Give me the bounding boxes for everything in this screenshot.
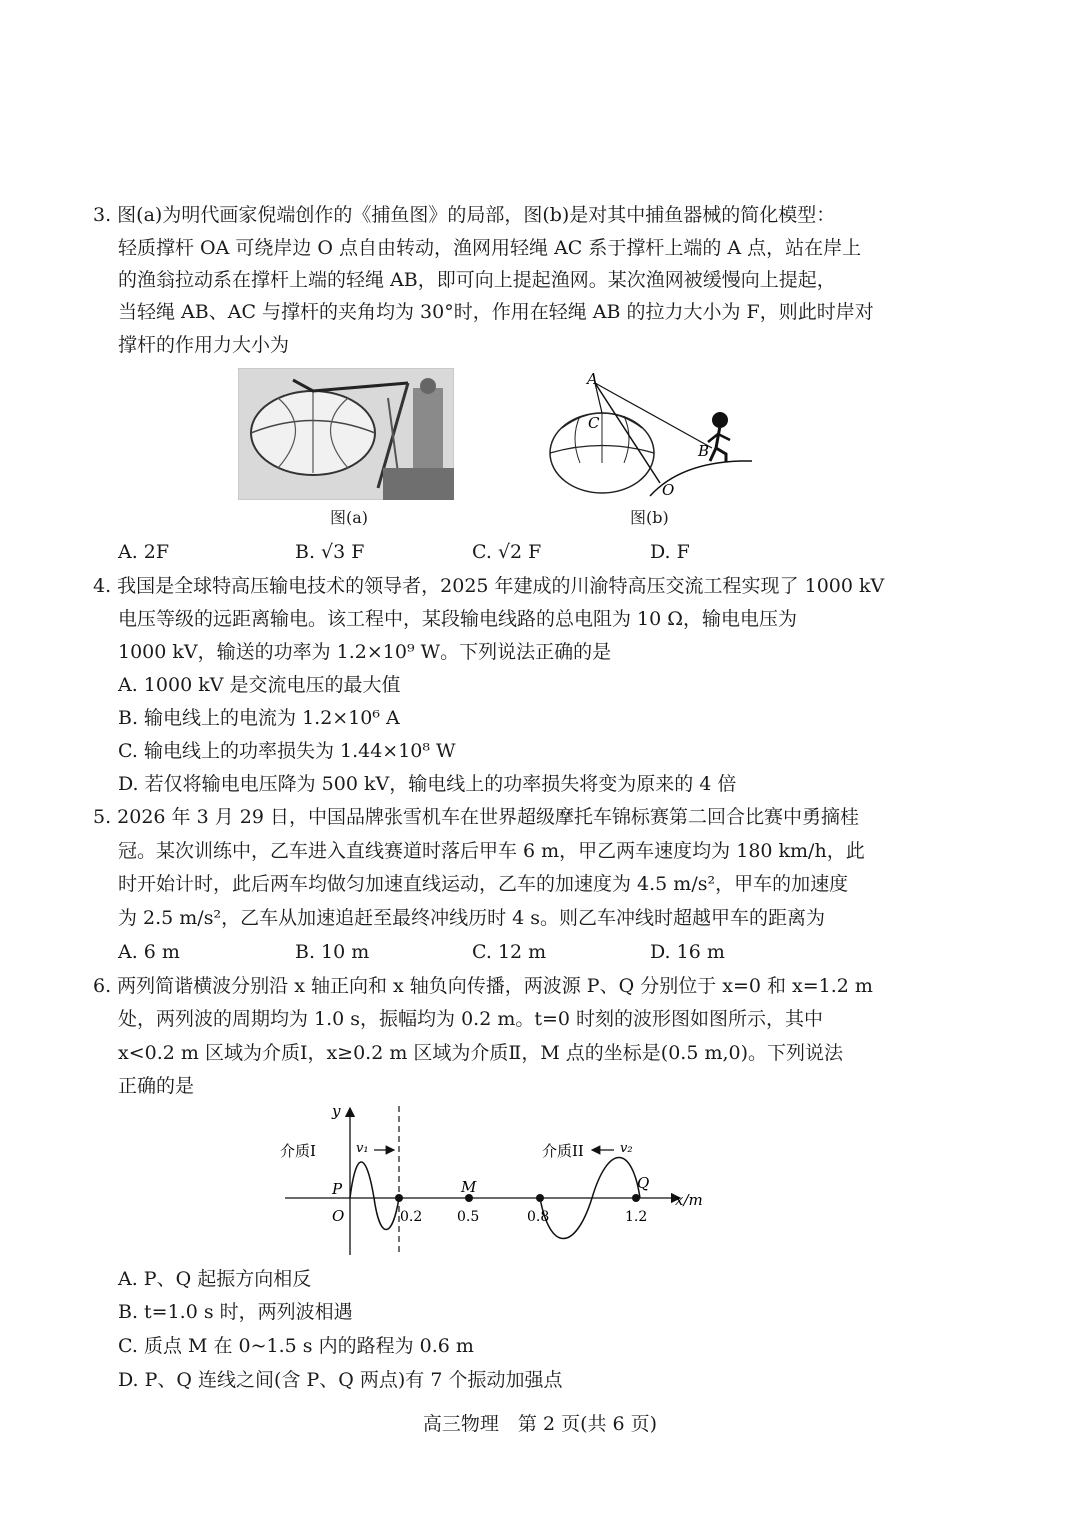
P-label: P: [332, 1180, 343, 1198]
q5-option-b: B. 10 m: [295, 941, 370, 963]
q4-line-2: 电压等级的远距离输电。该工程中，某段输电线路的总电阻为 10 Ω，输电电压为: [118, 608, 798, 630]
q6-option-c: C. 质点 M 在 0~1.5 s 内的路程为 0.6 m: [118, 1335, 474, 1357]
Q-label: Q: [637, 1174, 650, 1192]
label-C: C: [588, 414, 600, 432]
q3-option-d: D. F: [650, 541, 690, 563]
tick-0.5: 0.5: [457, 1209, 480, 1225]
q4-option-a: A. 1000 kV 是交流电压的最大值: [118, 674, 401, 696]
q3-line-5: 撑杆的作用力大小为: [118, 334, 290, 356]
q4-line-3: 1000 kV，输送的功率为 1.2×10⁹ W。下列说法正确的是: [118, 641, 612, 663]
point-0.2: [395, 1194, 403, 1202]
medium-2-label: 介质II: [542, 1142, 584, 1160]
q3-line-2: 轻质撑杆 OA 可绕岸边 O 点自由转动，渔网用轻绳 AC 系于撑杆上端的 A 点，站在岸上: [118, 237, 862, 259]
label-A: A: [587, 370, 598, 388]
q3-option-c: C. √2 F: [472, 541, 542, 563]
M-label: M: [461, 1178, 477, 1196]
O-label: O: [332, 1207, 345, 1225]
q5-line-4: 为 2.5 m/s²，乙车从加速追赶至最终冲线历时 4 s。则乙车冲线时超越甲车的距离为: [118, 907, 826, 929]
q4-option-c: C. 输电线上的功率损失为 1.44×10⁸ W: [118, 740, 456, 762]
q4-option-b: B. 输电线上的电流为 1.2×10⁶ A: [118, 707, 400, 729]
v1-label: v₁: [356, 1141, 369, 1156]
q5-option-d: D. 16 m: [650, 941, 725, 963]
figure-a-caption: 图(a): [330, 508, 369, 527]
q6-line-4: 正确的是: [118, 1075, 195, 1097]
tick-0.2: 0.2: [400, 1209, 423, 1225]
figure-b-caption: 图(b): [630, 508, 669, 527]
medium-1-label: 介质I: [280, 1142, 316, 1160]
q5-option-c: C. 12 m: [472, 941, 547, 963]
figure-b-model: [540, 368, 755, 500]
q6-option-b: B. t=1.0 s 时，两列波相遇: [118, 1301, 353, 1323]
q4-option-d: D. 若仅将输电电压降为 500 kV，输电线上的功率损失将变为原来的 4 倍: [118, 773, 737, 795]
q3-line-4: 当轻绳 AB、AC 与撑杆的夹角均为 30°时，作用在轻绳 AB 的拉力大小为 F，则此时岸对: [118, 301, 874, 323]
q5-option-a: A. 6 m: [118, 941, 180, 963]
x-axis-label: x/m: [675, 1191, 703, 1209]
q6-line-3: x<0.2 m 区域为介质Ⅰ，x≥0.2 m 区域为介质Ⅱ，M 点的坐标是(0.5 m,0)。下列说法: [118, 1042, 844, 1064]
label-O: O: [662, 481, 675, 499]
page-footer: 高三物理 第 2 页(共 6 页): [422, 1413, 658, 1435]
v2-label: v₂: [620, 1141, 633, 1156]
q5-line-2: 冠。某次训练中，乙车进入直线赛道时落后甲车 6 m，甲乙两车速度均为 180 km/h，此: [118, 840, 865, 862]
tick-1.2: 1.2: [625, 1209, 648, 1225]
q5-line-3: 时开始计时，此后两车均做匀加速直线运动，乙车的加速度为 4.5 m/s²，甲车的加速度: [118, 873, 849, 895]
point-Q: [632, 1194, 640, 1202]
q3-option-b: B. √3 F: [295, 541, 365, 563]
label-B: B: [698, 442, 710, 460]
y-axis-label: y: [332, 1102, 341, 1120]
q6-option-a: A. P、Q 起振方向相反: [118, 1268, 312, 1290]
wave-figure: [270, 1100, 720, 1260]
q5-line-1: 5. 2026 年 3 月 29 日，中国品牌张雪机车在世界超级摩托车锦标赛第二回合比赛中勇摘桂: [93, 806, 859, 828]
q6-line-2: 处，两列波的周期均为 1.0 s，振幅均为 0.2 m。t=0 时刻的波形图如图所示，其中: [118, 1008, 824, 1030]
q6-option-d: D. P、Q 连线之间(含 P、Q 两点)有 7 个振动加强点: [118, 1369, 563, 1391]
wave-1: [350, 1162, 399, 1230]
q6-line-1: 6. 两列简谐横波分别沿 x 轴正向和 x 轴负向传播，两波源 P、Q 分别位于 x=0 和 x=1.2 m: [93, 975, 873, 997]
q4-line-1: 4. 我国是全球特高压输电技术的领导者，2025 年建成的川渝特高压交流工程实现了 1000 kV: [93, 575, 885, 597]
point-0.8: [536, 1194, 544, 1202]
figure-a-painting: [238, 368, 454, 500]
tick-0.8: 0.8: [527, 1209, 550, 1225]
q3-option-a: A. 2F: [118, 541, 170, 563]
q3-line-3: 的渔翁拉动系在撑杆上端的轻绳 AB，即可向上提起渔网。某次渔网被缓慢向上提起，: [118, 269, 836, 291]
q3-line-1: 3. 图(a)为明代画家倪端创作的《捕鱼图》的局部，图(b)是对其中捕鱼器械的简化模型：: [93, 204, 836, 226]
